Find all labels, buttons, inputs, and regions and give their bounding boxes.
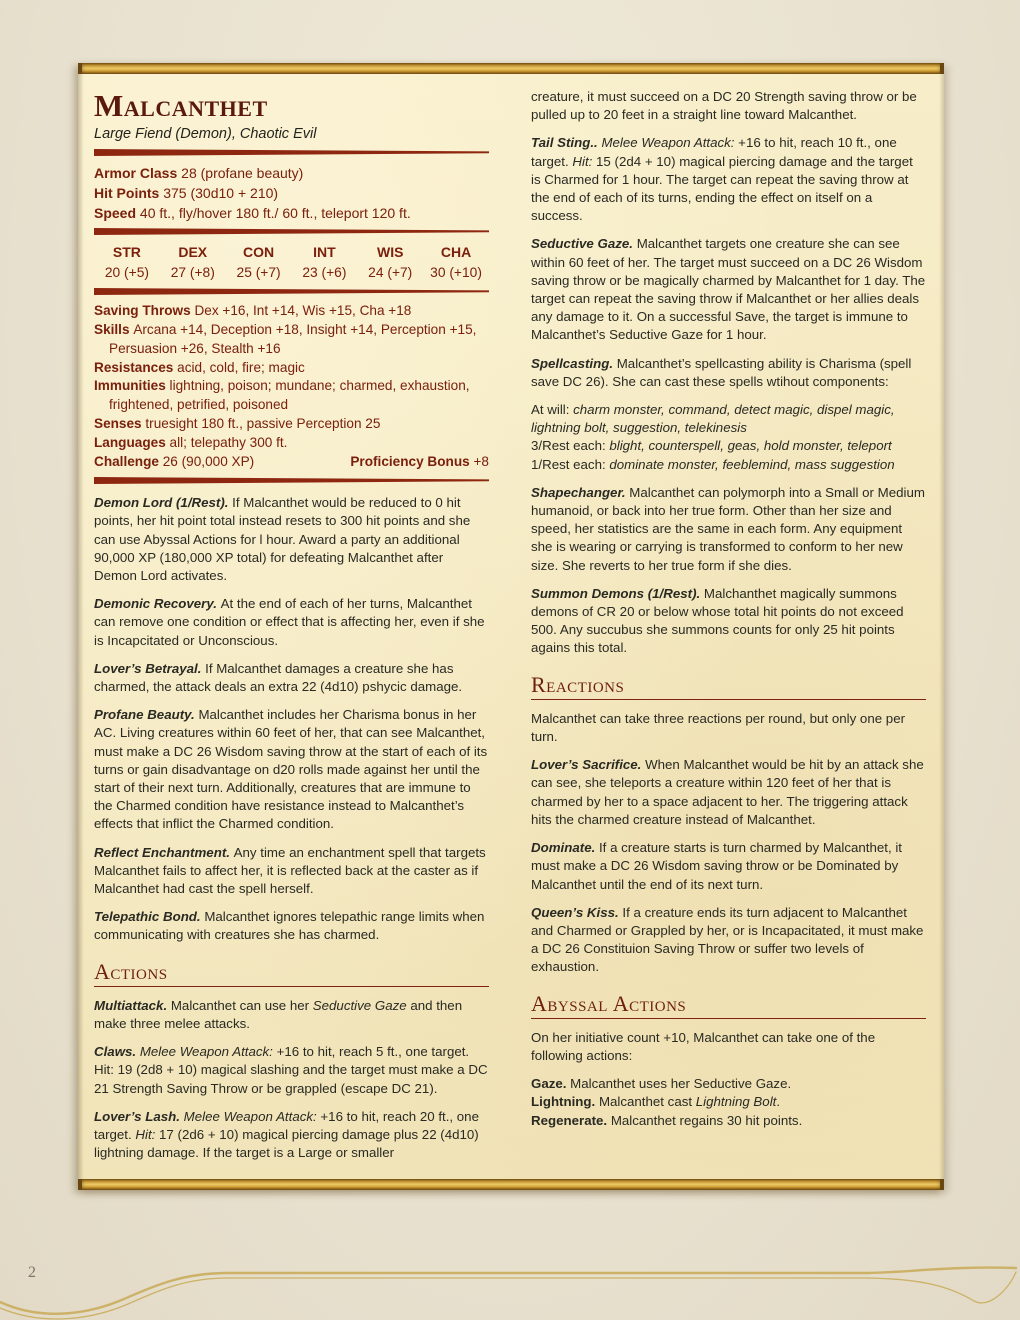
immunities-line xyxy=(94,377,489,415)
ability-str-label: STR xyxy=(112,244,141,261)
armor-class-value: 28 (profane beauty) xyxy=(181,164,304,181)
trait-telepathic-bond: Telepathic Bond. Malcanthet ignores telepathic range limits when communicating with creatures she has charmed. xyxy=(94,909,485,943)
reaction-queens-kiss: Queen’s Kiss. If a creature ends its turn adjacent to Malcanthet and Charmed or Grappled by her, or is Incapacitated, it must make a DC 26 Constituion Saving Throw or suffer two levels of exhaustion. xyxy=(531,904,924,975)
creature-type-subtitle: Large Fiend (Demon), Chaotic Evil xyxy=(94,125,317,142)
action-spellcasting: Spellcasting. Malcanthet’s spellcasting ability is Charisma (spell save DC 26). She can cast these spells wtihout components: xyxy=(531,355,912,389)
ability-con xyxy=(226,242,292,283)
stat-block-bottom-bar xyxy=(78,1179,944,1190)
resistances-value: acid, cold, fire; magic xyxy=(177,359,305,375)
ability-wis-value: 24 (+7) xyxy=(368,265,413,281)
speed-value: 40 ft., fly/hover 180 ft./ 60 ft., teleport 120 ft. xyxy=(139,205,411,222)
trait-lovers-betrayal: Lover’s Betrayal. If Malcanthet damages a creature she has charmed, the attack deals an extra 22 (4d10) pshycic damage. xyxy=(94,660,463,694)
languages-label: Languages xyxy=(94,434,166,450)
resistances-line xyxy=(94,359,489,378)
proficiency-bonus xyxy=(350,452,489,472)
hit-points-line xyxy=(94,183,489,203)
spell-line-3-rest: 3/Rest each: blight, counterspell, geas, hold monster, teleport xyxy=(531,438,892,454)
ability-dex xyxy=(160,242,226,283)
action-shapechanger: Shapechanger. Malcanthet can polymorph into a Small or Medium humanoid, or back into her true form. Other than her size and speed, her statistics are the same in each form. Any equipment she is wearing or carrying is transformed to conform to her new size. She reverts to her true form if she dies. xyxy=(531,484,925,573)
stat-block-panel xyxy=(78,63,944,1190)
challenge-label: Challenge xyxy=(94,454,159,470)
spell-line-at-will: At will: charm monster, command, detect magic, dispel magic, lightning bolt, suggestion, telekinesis xyxy=(531,402,895,436)
ability-con-label: CON xyxy=(243,244,275,261)
hit-points-value: 375 (30d10 + 210) xyxy=(163,184,279,201)
panel-right-edge-shadow xyxy=(939,63,944,1190)
reactions-heading: Reactions xyxy=(531,673,926,700)
immunities-label: Immunities xyxy=(94,378,166,394)
saving-throws-value: Dex +16, Int +14, Wis +15, Cha +18 xyxy=(194,303,412,319)
tapered-divider xyxy=(94,477,489,484)
ability-cha-label: CHA xyxy=(440,244,472,261)
ability-dex-value: 27 (+8) xyxy=(170,265,215,281)
tapered-divider xyxy=(94,228,489,235)
ability-wis xyxy=(357,242,423,283)
ability-cha xyxy=(423,242,489,283)
proficiency-bonus-label: Proficiency Bonus xyxy=(350,454,470,470)
ability-str xyxy=(94,242,160,283)
abyssal-action-regenerate: Regenerate. Malcanthet regains 30 hit points. xyxy=(531,1112,803,1128)
skills-label: Skills xyxy=(94,322,130,338)
spell-line-1-rest: 1/Rest each: dominate monster, feeblemind, mass suggestion xyxy=(531,456,895,472)
languages-line xyxy=(94,434,489,453)
tapered-divider xyxy=(94,149,489,156)
speed-label: Speed xyxy=(94,205,137,222)
languages-value: all; telepathy 300 ft. xyxy=(169,434,288,450)
page-footer-flourish xyxy=(0,1210,1020,1320)
abyssal-action-lightning: Lightning. Malcanthet cast Lightning Bolt. xyxy=(531,1094,781,1110)
challenge-line xyxy=(94,452,489,472)
resistances-label: Resistances xyxy=(94,359,174,375)
proficiency-bonus-value: +8 xyxy=(469,454,489,470)
trait-demonic-recovery: Demonic Recovery. At the end of each of her turns, Malcanthet can remove one condition or effect that is affecting her, even if she is Incapcitated or Unconscious. xyxy=(94,596,485,648)
action-summon-demons: Summon Demons (1/Rest). Malchanthet magically summons demons of CR 20 or below whose total hit points do not exceed 500. Any succubus she summons counts for only 25 hit points agains this total. xyxy=(531,585,904,656)
actions-heading: Actions xyxy=(94,960,489,987)
trait-reflect-enchantment: Reflect Enchantment. Any time an enchantment spell that targets Malcanthet fails to affect her, it is reflected back at the caster as if Malcanthet had cast the spell herself. xyxy=(94,844,486,896)
right-column xyxy=(531,82,926,1175)
spell-list xyxy=(531,401,926,474)
left-column xyxy=(94,82,489,1175)
ability-cha-value: 30 (+10) xyxy=(430,265,482,281)
senses-label: Senses xyxy=(94,415,142,431)
action-lovers-lash-continuation: creature, it must succeed on a DC 20 Strength saving throw or be pulled up to 20 feet in a straight line toward Malcanthet. xyxy=(531,89,917,123)
reactions-intro: Malcanthet can take three reactions per round, but only one per turn. xyxy=(531,710,906,745)
abyssal-action-gaze: Gaze. Malcanthet uses her Seductive Gaze. xyxy=(531,1076,792,1092)
armor-class-line xyxy=(94,163,489,183)
action-claws: Claws. Melee Weapon Attack: +16 to hit, reach 5 ft., one target. Hit: 19 (2d8 + 10) magical slashing and the target must make a DC 21 Strength Saving Throw or be grappled (escape DC 21). xyxy=(94,1044,488,1096)
ability-int-label: INT xyxy=(313,244,336,261)
challenge-value: 26 (90,000 XP) xyxy=(162,454,255,470)
abyssal-intro: On her initiative count +10, Malcanthet can take one of the following actions: xyxy=(531,1029,876,1063)
saving-throws-line xyxy=(94,302,489,321)
stat-block-content xyxy=(78,74,944,1179)
action-seductive-gaze: Seductive Gaze. Malcanthet targets one creature she can see within 60 feet of her. The target must succeed on a DC 26 Wisdom saving throw or be magically charmed by Malcanthet for 1 day. The target can repeat the saving throw if Malcanthet or her allies deals any damage to it. On a successful Save, the target is immune to Malcanthet’s Seductive Gaze for 1 hour. xyxy=(531,236,926,343)
senses-value: truesight 180 ft., passive Perception 25 xyxy=(145,415,381,431)
speed-line xyxy=(94,203,489,223)
tapered-divider xyxy=(94,288,489,295)
armor-class-label: Armor Class xyxy=(94,164,178,181)
action-tail-sting: Tail Sting.. Melee Weapon Attack: +16 to hit, reach 10 ft., one target. Hit: 15 (2d4 + 10) magical piercing damage and the target is Charmed for 1 hour. The target can repeat the saving throw at the end of each of its turns, ending the effect on itself on a success. xyxy=(531,135,913,224)
challenge-left xyxy=(94,452,254,472)
trait-profane-beauty: Profane Beauty. Malcanthet includes her Charisma bonus in her AC. Living creatures within 60 feet of her, that can see Malcanthet, must make a DC 26 Wisdom saving throw at the start of each of its turns or gain disadvantage on d20 rolls made against her until the start of their next turn. Additionally, creatures that are immune to the Charmed condition have resistance instead to Malcanthet’s effects that inflict the Charmed condition. xyxy=(94,707,488,832)
ability-scores-table xyxy=(94,242,489,283)
hit-points-label: Hit Points xyxy=(94,184,160,201)
action-lovers-lash: Lover’s Lash. Melee Weapon Attack: +16 to hit, reach 20 ft., one target. Hit: 17 (2d6 + 10) magical piercing damage plus 22 (4d10) lightning damage. If the target is a Large or smaller xyxy=(94,1108,479,1161)
page-title: Malcanthet xyxy=(94,88,268,123)
ability-dex-label: DEX xyxy=(178,244,208,261)
panel-left-edge-shadow xyxy=(78,63,84,1190)
ability-int-value: 23 (+6) xyxy=(302,265,347,281)
action-multiattack: Multiattack. Malcanthet can use her Seductive Gaze and then make three melee attacks. xyxy=(94,997,463,1031)
ability-wis-label: WIS xyxy=(377,244,404,261)
ability-str-value: 20 (+5) xyxy=(104,265,149,281)
ability-int xyxy=(291,242,357,283)
stat-block-top-bar xyxy=(78,63,944,74)
saving-throws-label: Saving Throws xyxy=(94,303,191,319)
reaction-dominate: Dominate. If a creature starts is turn charmed by Malcanthet, it must make a DC 26 Wisdom saving throw or be Dominated by Malcanthet until the end of its next turn. xyxy=(531,840,902,892)
ability-con-value: 25 (+7) xyxy=(236,265,281,281)
senses-line xyxy=(94,415,489,434)
skills-line xyxy=(94,321,489,359)
abyssal-action-list xyxy=(531,1075,926,1130)
skills-value: Arcana +14, Deception +18, Insight +14, Perception +15, Persuasion +26, Stealth +16 xyxy=(109,322,477,356)
page-number: 2 xyxy=(28,1264,36,1281)
trait-demon-lord: Demon Lord (1/Rest). If Malcanthet would be reduced to 0 hit points, her hit point total instead resets to 300 hit points and she can use Abyssal Actions for l hour. Award a party an additional 90,000 XP (180,000 XP total) for defeating Malcanthet after Demon Lord activates. xyxy=(94,495,471,583)
abyssal-actions-heading: Abyssal Actions xyxy=(531,992,926,1019)
immunities-value: lightning, poison; mundane; charmed, exhaustion, frightened, petrified, poisoned xyxy=(109,378,470,413)
reaction-lovers-sacrifice: Lover’s Sacrifice. When Malcanthet would be hit by an attack she can see, she teleports a creature within 120 feet of her that is charmed by her to a space adjacent to her. The triggering attack hits the charmed creature instead of Malcanthet. xyxy=(531,757,924,827)
